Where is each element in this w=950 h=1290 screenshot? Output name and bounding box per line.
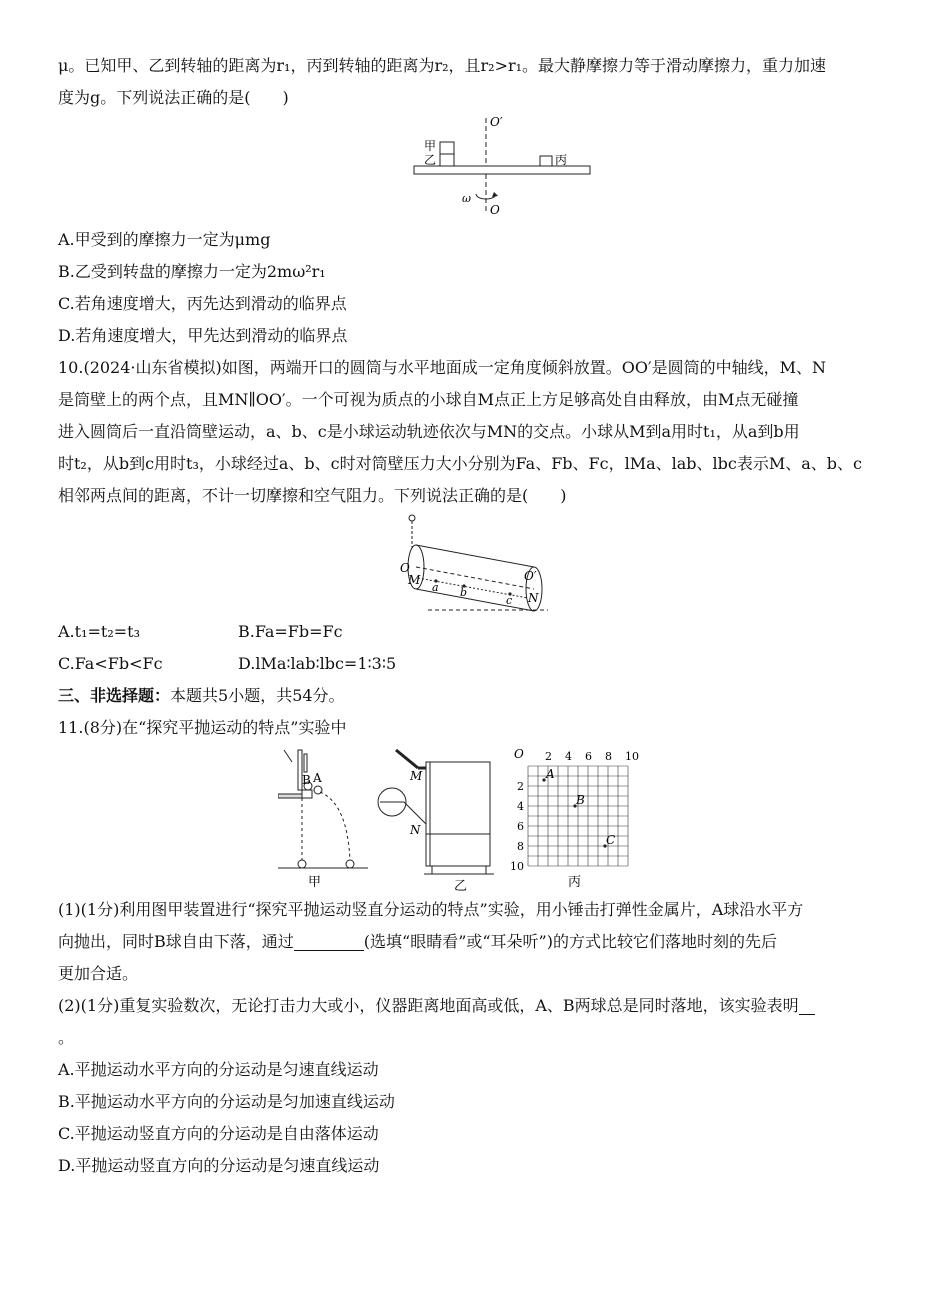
q11-part2-line2: 。 (58, 1028, 75, 1047)
q11-option-a: A.平抛运动水平方向的分运动是匀速直线运动 (58, 1060, 379, 1079)
q9-option-b: B.乙受到转盘的摩擦力一定为2mω²r₁ (58, 262, 326, 281)
block-jia (440, 142, 454, 154)
magnifier-pointer (404, 802, 426, 824)
label-origin: O (514, 747, 524, 761)
hammer-arrow-icon (284, 750, 292, 762)
label-axis-top: O′ (490, 115, 503, 129)
q9-option-c: C.若角速度增大，丙先达到滑动的临界点 (58, 294, 347, 313)
q11-figure (58, 744, 898, 894)
label-point-a: A (546, 767, 555, 781)
label-jia: 甲 (424, 139, 437, 153)
label-point-c: C (606, 833, 616, 847)
label-m-fig: M (410, 769, 423, 783)
board-frame (426, 762, 490, 866)
label-point-b: B (576, 793, 585, 807)
q9-intro-line1: μ。已知甲、乙到转轴的距离为r₁，丙到转轴的距离为r₂，且r₂>r₁。最大静摩擦力等于滑动摩擦力，重力加速 (58, 56, 827, 75)
q10-block (58, 352, 898, 680)
q9-intro-line2: 度为g。下列说法正确的是( ) (58, 88, 289, 107)
q10-line4: 时t₂，从b到c用时t₃，小球经过a、b、c时对筒壁压力大小分别为Fa、Fb、Fc，lMa、lab、lbc表示M、a、b、c (58, 454, 862, 473)
label-o: O (400, 561, 410, 575)
ball-icon (409, 515, 415, 521)
y-tick-label: 6 (517, 820, 524, 833)
grid-bing (510, 747, 639, 890)
q10-option-a: A.t₁=t₂=t₃ (58, 622, 140, 641)
ball-landed-2 (346, 860, 354, 868)
x-tick-label: 4 (565, 750, 572, 763)
label-a: a (432, 581, 439, 594)
apparatus-jia (278, 750, 368, 890)
q11-option-d: D.平抛运动竖直方向的分运动是匀速直线运动 (58, 1156, 380, 1175)
answer-blank-1[interactable] (294, 930, 364, 951)
q10-option-c: C.Fa<Fb<Fc (58, 654, 163, 673)
q10-options-row2 (58, 648, 898, 680)
q11-part1-text-a: 向抛出，同时B球自由下落，通过 (58, 932, 294, 951)
q10-option-b: B.Fa=Fb=Fc (238, 622, 343, 641)
q10-option-d: D.lMa∶lab∶lbc=1∶3∶5 (238, 654, 397, 673)
block-bing (540, 156, 552, 166)
grid-ticks (510, 750, 639, 873)
q11-part2-line1 (58, 990, 898, 1022)
q11-part1-line1: (1)(1分)利用图甲装置进行“探究平抛运动竖直分运动的特点”实验，用小锤击打弹性金属片，A球沿水平方 (58, 900, 804, 919)
q9-figure (58, 114, 898, 224)
projectile-experiment-diagram (278, 744, 678, 894)
ball-landed-1 (298, 860, 306, 868)
label-o-prime: O′ (524, 569, 537, 583)
q10-options-row1 (58, 616, 898, 648)
y-tick-label: 10 (510, 860, 524, 873)
block-yi (440, 154, 454, 166)
q11-part2-text: (2)(1分)重复实验数次，无论打击力大或小，仪器距离地面高或低，A、B两球总是同时落地，该实验表明 (58, 996, 799, 1015)
answer-blank-2[interactable] (799, 994, 815, 1015)
incline-track (396, 750, 418, 768)
label-c: c (506, 594, 513, 607)
label-bing-fig: 丙 (568, 875, 582, 890)
label-yi: 乙 (424, 153, 437, 167)
q10-line5: 相邻两点间的距离，不计一切摩擦和空气阻力。下列说法正确的是( ) (58, 486, 567, 505)
document-page (58, 50, 898, 1182)
y-tick-label: 4 (517, 800, 524, 813)
label-n-fig: N (410, 823, 421, 837)
q10-line1: 10.(2024·山东省模拟)如图，两端开口的圆筒与水平地面成一定角度倾斜放置。OO′是圆筒的中轴线，M、N (58, 358, 826, 377)
spring-plate (302, 790, 312, 798)
x-tick-label: 2 (545, 750, 552, 763)
label-bing: 丙 (555, 153, 568, 167)
q9-option-d: D.若角速度增大，甲先达到滑动的临界点 (58, 326, 348, 345)
label-axis-bottom: O (490, 203, 500, 217)
turntable-disk (414, 166, 590, 174)
q11-part1-text-b: (选填“眼睛看”或“耳朵听”)的方式比较它们落地时刻的先后 (363, 932, 777, 951)
section3-desc: 本题共5小题，共54分。 (170, 686, 345, 705)
label-b: b (460, 586, 468, 599)
label-n: N (528, 591, 539, 605)
y-tick-label: 8 (517, 840, 524, 853)
hammer (304, 754, 307, 772)
section3-heading (58, 680, 898, 712)
x-tick-label: 8 (605, 750, 612, 763)
q11-option-c: C.平抛运动竖直方向的分运动是自由落体运动 (58, 1124, 379, 1143)
q10-line2: 是筒壁上的两个点，且MN∥OO′。一个可视为质点的小球自M点正上方足够高处自由释放，由M点无碰撞 (58, 390, 799, 409)
q9-option-a: A.甲受到的摩擦力一定为μmg (58, 230, 271, 249)
label-omega: ω (462, 192, 471, 205)
x-tick-label: 6 (585, 750, 592, 763)
q9-block (58, 50, 898, 352)
cylinder-top-edge (416, 545, 534, 567)
label-jia-fig: 甲 (308, 875, 322, 890)
apparatus-yi (378, 750, 494, 894)
turntable-diagram (358, 114, 598, 224)
rotation-arrowhead-icon (492, 192, 498, 197)
q11-part1-line3: 更加合适。 (58, 964, 139, 983)
tilted-cylinder-diagram (398, 512, 558, 616)
q11-option-b: B.平抛运动水平方向的分运动是匀加速直线运动 (58, 1092, 395, 1111)
q11-part1-line2 (58, 926, 898, 958)
projectile-path (320, 792, 350, 862)
label-m: M (408, 573, 421, 587)
q10-figure (58, 512, 898, 616)
label-yi-fig: 乙 (454, 879, 468, 894)
x-tick-label: 10 (625, 750, 639, 763)
section3-title: 三、非选择题： (58, 686, 171, 705)
label-ball-a: A (313, 771, 322, 785)
q11-block (58, 712, 898, 1182)
q11-title: 11.(8分)在“探究平抛运动的特点”实验中 (58, 718, 347, 737)
q10-line3: 进入圆筒后一直沿筒壁运动，a、b、c是小球运动轨迹依次与MN的交点。小球从M到a用时t₁，从a到b用 (58, 422, 800, 441)
y-tick-label: 2 (517, 780, 524, 793)
label-ball-b: B (302, 773, 311, 787)
